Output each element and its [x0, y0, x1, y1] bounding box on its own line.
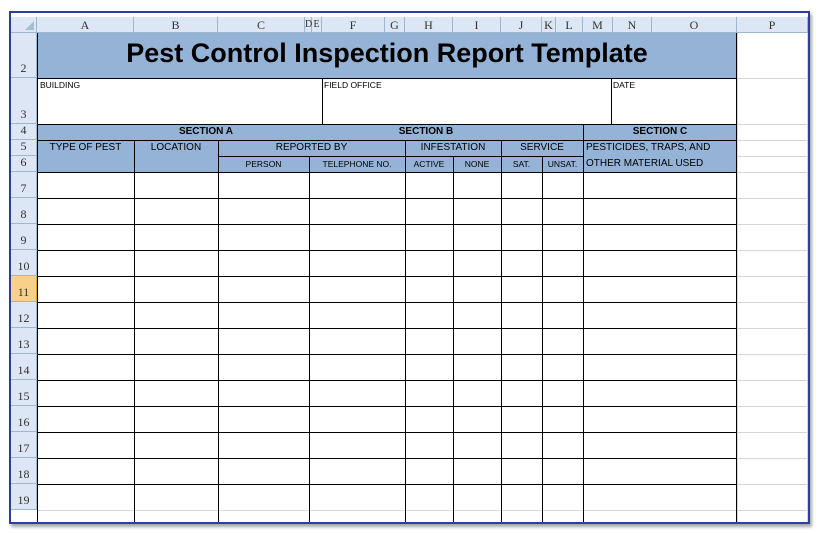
border-v — [583, 140, 584, 522]
telephone-header[interactable]: TELEPHONE NO. — [322, 159, 392, 169]
select-all-corner[interactable] — [11, 17, 37, 33]
pesticides-header-line2[interactable]: OTHER MATERIAL USED — [586, 158, 704, 169]
type-of-pest-header[interactable]: TYPE OF PEST — [49, 142, 122, 153]
row-header-14[interactable]: 14 — [11, 354, 37, 380]
row-header-13[interactable]: 13 — [11, 328, 37, 354]
border-v — [218, 140, 219, 522]
gridline — [807, 33, 808, 522]
column-header-p[interactable]: P — [737, 17, 808, 33]
row-header-5[interactable]: 5 — [11, 140, 37, 156]
location-header[interactable]: LOCATION — [150, 142, 202, 153]
border-v — [134, 140, 135, 522]
unsat-header[interactable]: UNSAT. — [547, 159, 578, 169]
border-v — [322, 78, 323, 124]
field-office-label[interactable]: FIELD OFFICE — [324, 80, 382, 90]
border-v — [611, 78, 612, 124]
gridline — [737, 140, 808, 141]
border-h — [37, 458, 737, 459]
gridline — [737, 484, 808, 485]
border-v — [405, 140, 406, 522]
gridline — [737, 380, 808, 381]
border-h — [37, 302, 737, 303]
row-header-4[interactable]: 4 — [11, 124, 37, 140]
row-header-2[interactable]: 2 — [11, 33, 37, 78]
none-header[interactable]: NONE — [464, 159, 490, 169]
border-h — [37, 276, 737, 277]
spreadsheet-grid[interactable] — [11, 13, 808, 522]
sat-header[interactable]: SAT. — [512, 159, 531, 169]
gridline — [737, 172, 808, 173]
row-header-16[interactable]: 16 — [11, 406, 37, 432]
border-h — [37, 124, 737, 125]
section-c-label[interactable]: SECTION C — [632, 126, 688, 137]
border-v — [309, 156, 310, 522]
column-header-a[interactable]: A — [37, 17, 134, 33]
row-header-17[interactable]: 17 — [11, 432, 37, 458]
row-header-6[interactable]: 6 — [11, 156, 37, 172]
row-header-12[interactable]: 12 — [11, 302, 37, 328]
border-h — [37, 78, 737, 79]
column-header-m[interactable]: M — [583, 17, 613, 33]
column-header-h[interactable]: H — [405, 17, 453, 33]
border-h — [37, 380, 737, 381]
border-v — [453, 156, 454, 522]
row-header-7[interactable]: 7 — [11, 172, 37, 198]
column-header-i[interactable]: I — [453, 17, 501, 33]
gridline — [737, 276, 808, 277]
gridline — [737, 432, 808, 433]
infestation-header[interactable]: INFESTATION — [420, 142, 486, 153]
column-header-f[interactable]: F — [322, 17, 385, 33]
border-v — [542, 156, 543, 522]
gridline — [737, 198, 808, 199]
border-v — [501, 140, 502, 522]
table-border-left — [37, 33, 38, 522]
border-h — [37, 432, 737, 433]
gridline — [737, 156, 808, 157]
gridline — [737, 124, 808, 125]
date-label[interactable]: DATE — [613, 80, 636, 90]
column-header-j[interactable]: J — [501, 17, 542, 33]
border-h — [37, 140, 737, 141]
gridline — [737, 302, 808, 303]
row-header-10[interactable]: 10 — [11, 250, 37, 276]
building-label[interactable]: BUILDING — [40, 80, 81, 90]
column-header-l[interactable]: L — [556, 17, 583, 33]
row-header-18[interactable]: 18 — [11, 458, 37, 484]
service-header[interactable]: SERVICE — [520, 142, 564, 153]
select-all-icon — [25, 21, 34, 30]
column-header-n[interactable]: N — [613, 17, 652, 33]
gridline — [737, 78, 808, 79]
spreadsheet-window — [9, 11, 810, 524]
gridline — [737, 224, 808, 225]
border-v — [583, 124, 584, 140]
gridline — [737, 406, 808, 407]
section-a-label[interactable]: SECTION A — [178, 126, 234, 137]
border-h — [37, 250, 737, 251]
reported-by-header[interactable]: REPORTED BY — [275, 142, 348, 153]
border-h — [37, 406, 737, 407]
column-header-g[interactable]: G — [385, 17, 405, 33]
border-h — [37, 328, 737, 329]
border-h — [218, 156, 583, 157]
column-header-o[interactable]: O — [652, 17, 737, 33]
border-h — [37, 198, 737, 199]
gridline — [37, 510, 737, 511]
row-header-11-selected[interactable]: 11 — [11, 276, 37, 302]
active-header[interactable]: ACTIVE — [413, 159, 445, 169]
pesticides-header-line1[interactable]: PESTICIDES, TRAPS, AND — [586, 142, 711, 153]
gridline — [737, 458, 808, 459]
report-title[interactable]: Pest Control Inspection Report Template — [126, 38, 648, 68]
row-header-8[interactable]: 8 — [11, 198, 37, 224]
row-header-9[interactable]: 9 — [11, 224, 37, 250]
gridline — [737, 354, 808, 355]
gridline — [737, 33, 738, 522]
section-b-label[interactable]: SECTION B — [398, 126, 454, 137]
border-h — [37, 224, 737, 225]
row-header-3[interactable]: 3 — [11, 78, 37, 124]
gridline — [737, 250, 808, 251]
person-header[interactable]: PERSON — [245, 159, 282, 169]
table-border-right — [736, 33, 737, 522]
border-h — [37, 484, 737, 485]
border-h — [37, 172, 737, 173]
border-h — [37, 354, 737, 355]
gridline — [737, 510, 808, 511]
row-header-15[interactable]: 15 — [11, 380, 37, 406]
column-header-e[interactable]: E — [312, 17, 322, 33]
column-header-c[interactable]: C — [218, 17, 305, 33]
gridline — [737, 328, 808, 329]
column-header-k[interactable]: K — [542, 17, 556, 33]
column-header-b[interactable]: B — [134, 17, 218, 33]
row-header-19[interactable]: 19 — [11, 484, 37, 510]
column-header-d[interactable]: D — [305, 17, 312, 33]
